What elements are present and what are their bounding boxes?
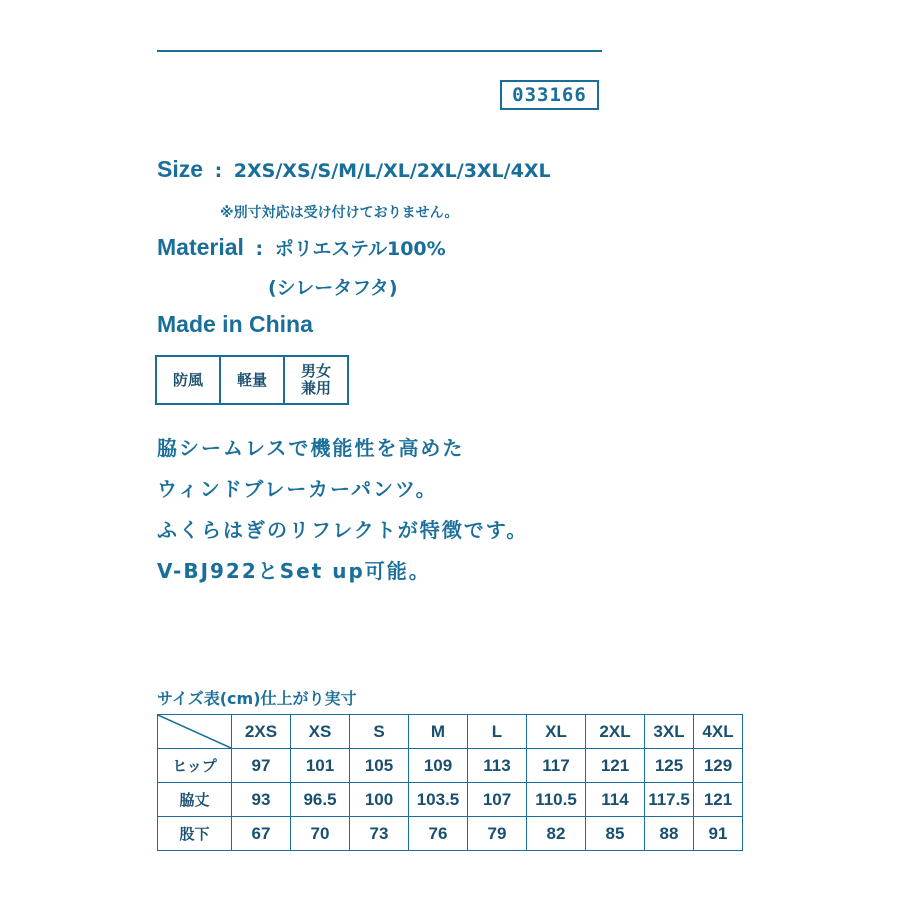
origin-text: Made in China: [157, 311, 313, 337]
material-colon: :: [255, 238, 264, 260]
cell: 97: [232, 749, 291, 783]
cell: 105: [350, 749, 409, 783]
size-table-title: サイズ表(cm)仕上がり実寸: [157, 689, 357, 708]
cell: 125: [645, 749, 694, 783]
cell: 88: [645, 817, 694, 851]
material-label: Material: [157, 234, 244, 260]
cell: 96.5: [291, 783, 350, 817]
col-header: XL: [527, 715, 586, 749]
cell: 117.5: [645, 783, 694, 817]
description-line-1: 脇シームレスで機能性を高めた: [157, 436, 465, 460]
col-header: XS: [291, 715, 350, 749]
description-line-4: V-BJ922とSet up可能。: [157, 559, 431, 583]
cell: 91: [694, 817, 743, 851]
col-header: 4XL: [694, 715, 743, 749]
size-table: [157, 714, 743, 851]
tag-windproof: 防風: [157, 357, 221, 403]
cell: 110.5: [527, 783, 586, 817]
description-line-3: ふくらはぎのリフレクトが特徴です。: [157, 518, 529, 542]
row-header: 股下: [158, 817, 232, 851]
row-header: ヒップ: [158, 749, 232, 783]
col-header: M: [409, 715, 468, 749]
cell: 93: [232, 783, 291, 817]
tag-unisex-label: 男女兼用: [300, 362, 331, 397]
row-header: 脇丈: [158, 783, 232, 817]
size-table-row: [158, 783, 743, 817]
size-note: ※別寸対応は受け付けておりません。: [220, 205, 459, 221]
col-header: 2XS: [232, 715, 291, 749]
col-header: S: [350, 715, 409, 749]
cell: 129: [694, 749, 743, 783]
col-header: 2XL: [586, 715, 645, 749]
cell: 117: [527, 749, 586, 783]
material-line: [157, 234, 446, 261]
cell: 76: [409, 817, 468, 851]
size-value: 2XS/XS/S/M/L/XL/2XL/3XL/4XL: [233, 160, 551, 182]
size-table-corner: [158, 715, 232, 749]
cell: 100: [350, 783, 409, 817]
cell: 70: [291, 817, 350, 851]
cell: 82: [527, 817, 586, 851]
cell: 85: [586, 817, 645, 851]
top-divider: [157, 50, 602, 52]
product-code-box: 033166: [500, 80, 599, 110]
cell: 107: [468, 783, 527, 817]
cell: 103.5: [409, 783, 468, 817]
size-colon: :: [214, 160, 223, 182]
cell: 109: [409, 749, 468, 783]
cell: 73: [350, 817, 409, 851]
tag-lightweight: 軽量: [221, 357, 285, 403]
col-header: L: [468, 715, 527, 749]
cell: 79: [468, 817, 527, 851]
material-detail: (シレータフタ): [268, 277, 398, 299]
size-line: [157, 156, 551, 183]
cell: 114: [586, 783, 645, 817]
diagonal-line-icon: [158, 715, 231, 748]
feature-tags: [155, 355, 349, 405]
material-value: ポリエステル100%: [274, 238, 446, 260]
cell: 113: [468, 749, 527, 783]
description-line-2: ウィンドブレーカーパンツ。: [157, 477, 438, 501]
tag-unisex: [285, 357, 347, 403]
cell: 101: [291, 749, 350, 783]
size-label: Size: [157, 156, 204, 182]
cell: 67: [232, 817, 291, 851]
size-table-header-row: [158, 715, 743, 749]
size-table-row: [158, 749, 743, 783]
size-table-row: [158, 817, 743, 851]
col-header: 3XL: [645, 715, 694, 749]
cell: 121: [586, 749, 645, 783]
cell: 121: [694, 783, 743, 817]
